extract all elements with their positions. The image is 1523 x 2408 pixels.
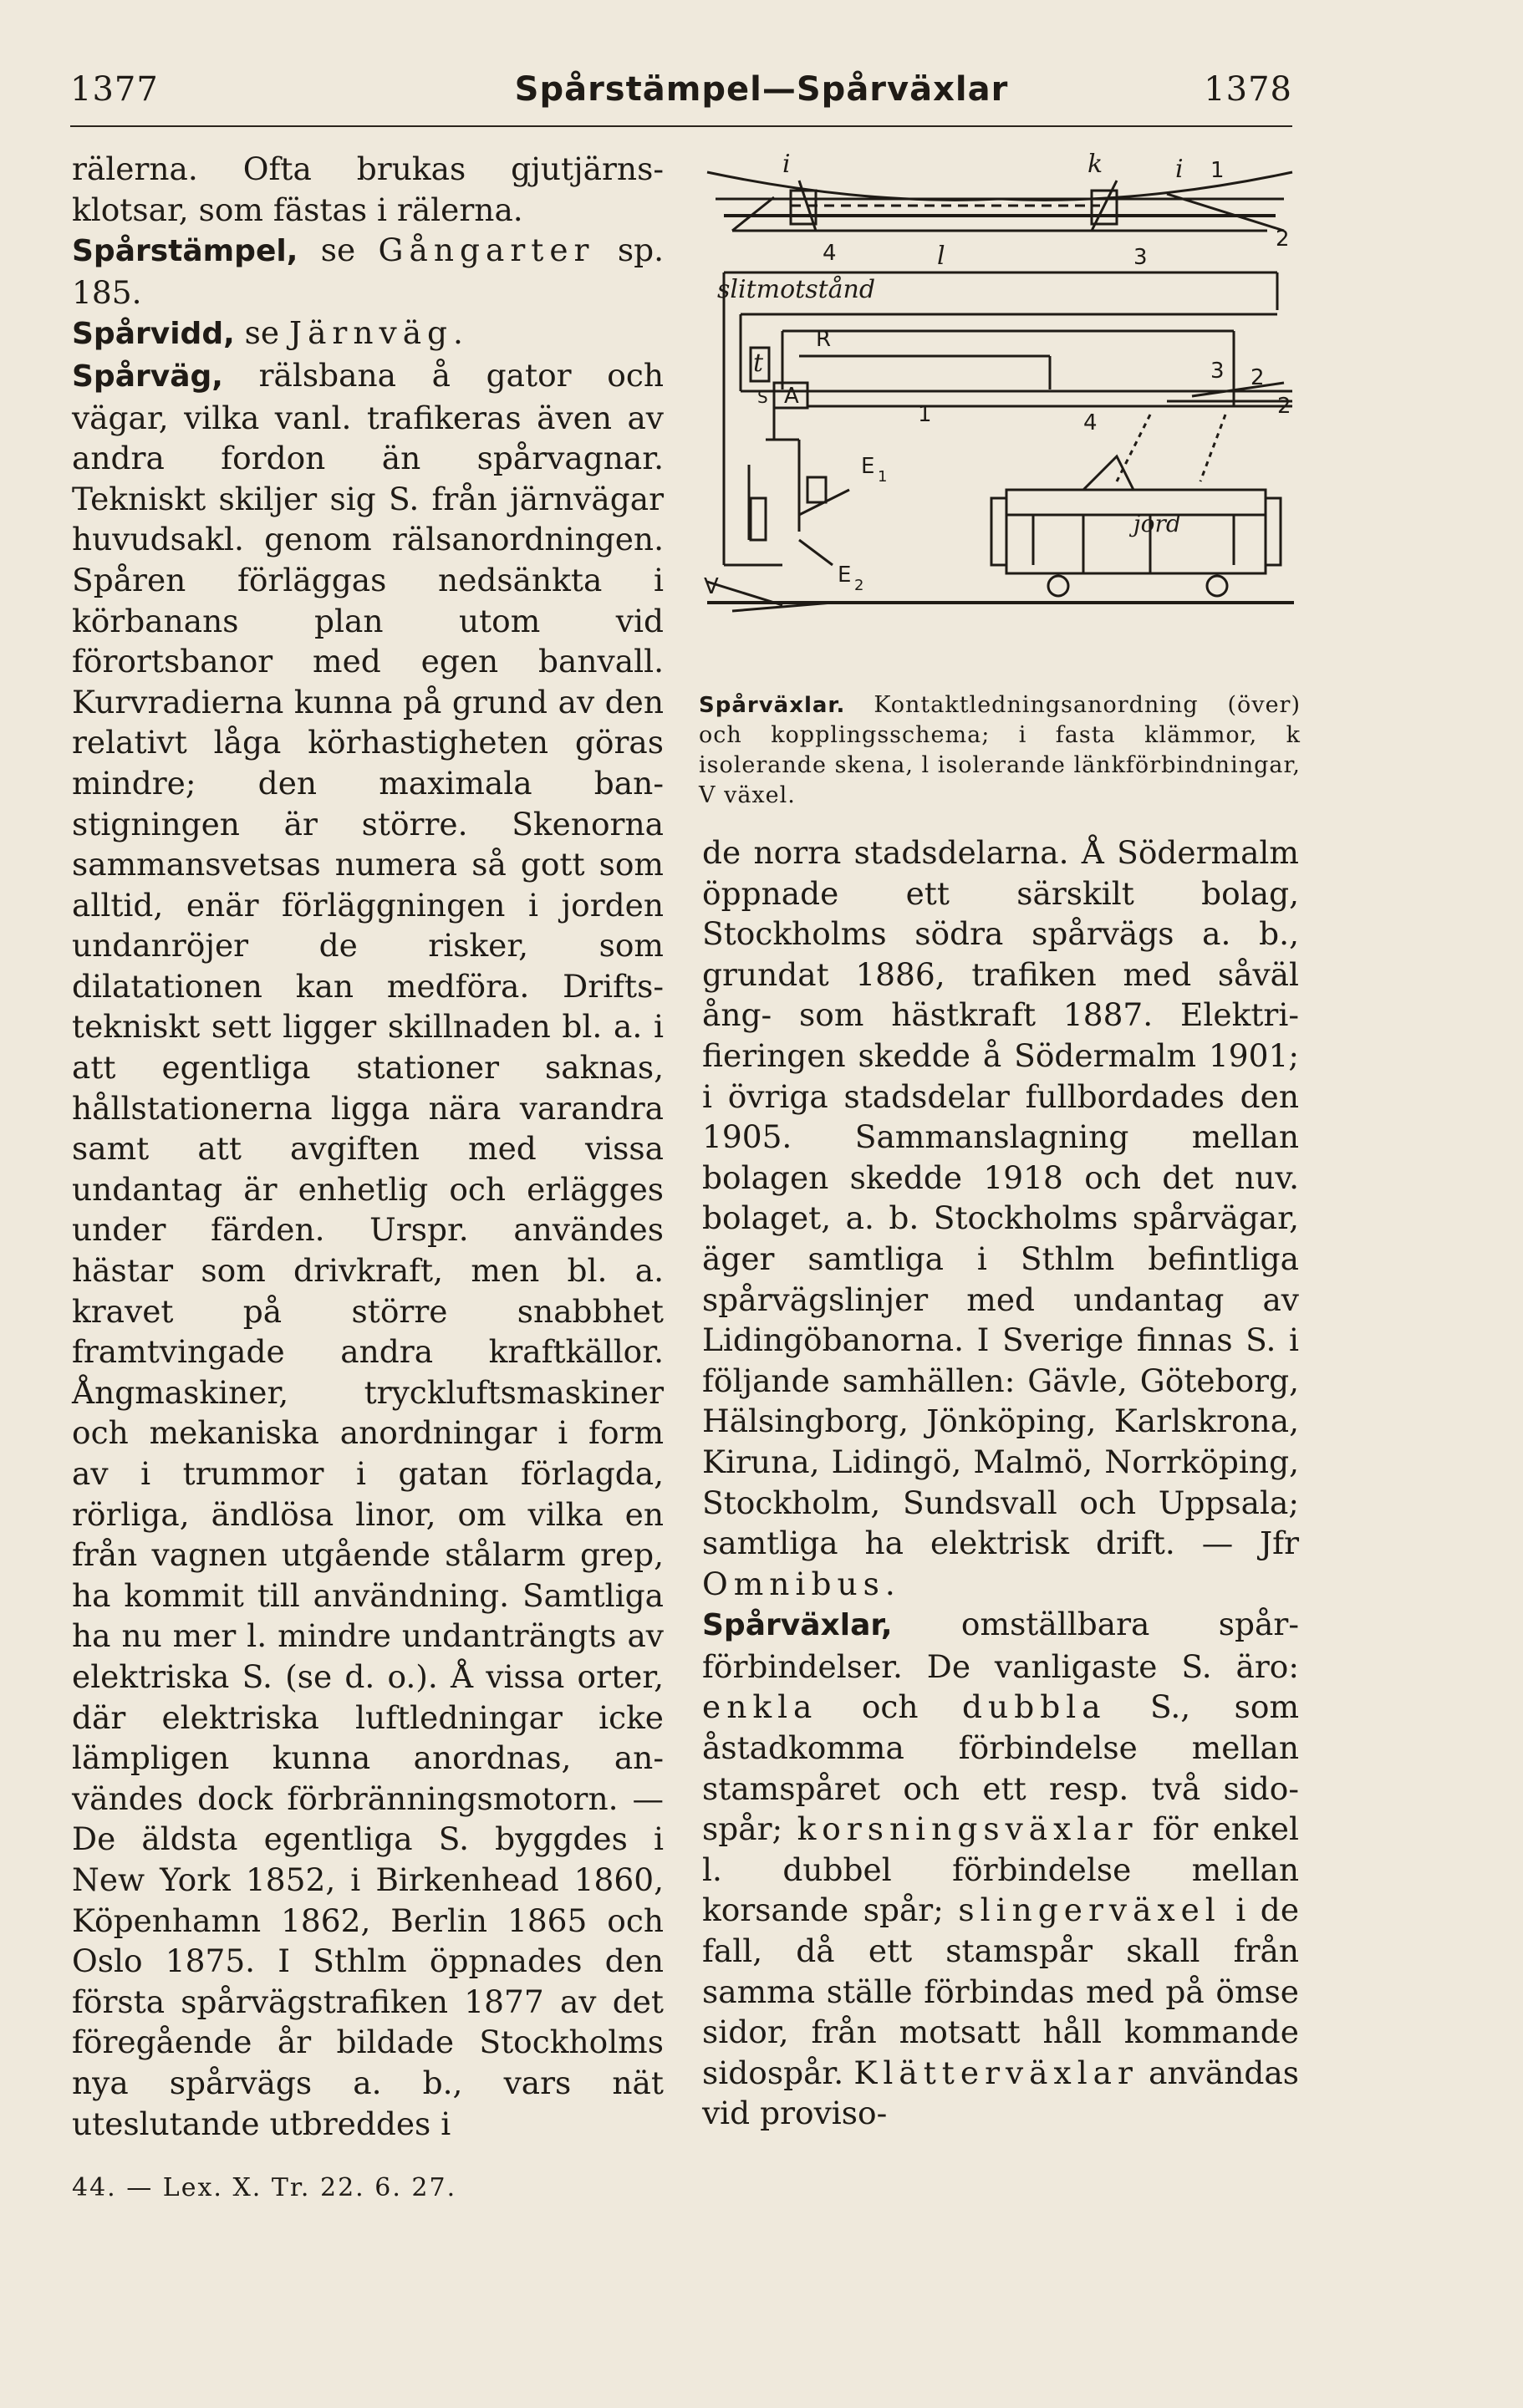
label-E2-sub: 2 [854,577,864,594]
label-2-top: 2 [1276,227,1290,252]
print-footer: 44. — Lex. X. Tr. 22. 6. 27. [72,2173,457,2202]
entry-sparvag [72,355,664,2144]
entry-text: i de fall, då ett stamspår skall från samma ställe förbindas med på ömse sidor, från motsatt håll kommande sidospår. [702,1891,1300,2091]
left-column [72,149,664,2144]
figure-caption [699,690,1301,811]
right-column [702,832,1299,2134]
left-page-number: 1377 [70,70,159,109]
label-E2: E [838,563,852,588]
entry-term: Spårväg, [72,359,223,394]
right-page-number: 1378 [1204,70,1292,109]
label-2-mid: 2 [1250,365,1265,390]
wiring-diagram-figure [699,147,1301,682]
label-E1-sub: 1 [878,468,888,486]
entry-text: användas vid proviso- [702,2054,1299,2132]
cross-reference: Gångarter [378,232,595,269]
entry-text: för enkel l. dubbel förbindelse mellan korsande spår; [702,1810,1299,1929]
label-4-mid: 4 [1083,410,1098,435]
entry-sparvidd [72,313,664,355]
cross-reference: Omnibus. [702,1565,901,1602]
entry-text: S., som åstadkomma förbindelse mellan stamspåret och ett resp. två sidospår; [702,1688,1299,1848]
label-R: R [816,327,832,352]
label-4-top: 4 [823,241,837,266]
paragraph-continuation: rälerna. Ofta brukas gjutjärnsklotsar, som fästas i rälerna. [72,150,664,228]
label-k: k [1087,150,1103,179]
label-A: A [784,384,799,409]
label-2-mid-b: 2 [1277,394,1291,419]
label-l-top: l [937,242,945,271]
label-3-mid: 3 [1210,359,1225,384]
entry-term: Spårvidd, [72,317,235,352]
entry-text: sp. 185. [72,232,665,311]
entry-text: se [234,314,290,352]
header-rule [70,125,1292,127]
label-t: t [753,349,764,378]
entry-term: Spårstämpel, [72,234,298,269]
wiring-diagram [699,147,1301,682]
caption-body: Kontaktledningsanordning (över) och kopplingsschema; i fasta klämmor, k isolerande skena, l isolerande länkförbindningar, V växel. [699,692,1301,808]
spaced-term: Klätterväxlar [853,2054,1138,2091]
label-V: V [704,574,719,599]
entry-text: omställbara spårförbindelser. De vanligaste S. äro: [702,1606,1299,1685]
label-slitmotstand: slitmotstånd [717,275,876,304]
caption-title: Spårväxlar. [699,693,846,718]
paragraph-text: de norra stadsdelarna. Å Södermalm öppnade ett särskilt bolag, Stockholms södra spårvägs a. b., grundat 1886, trafiken med såväl ång- som hästkraft 1887. Elektrifieringen skedde å Södermalm 1901; i övriga stadsdelar fullbordades den 1905. Sammanslagning mellan bolagen skedde 1918 och det nuv. bolaget, a. b. Stockholms spårvägar, äger samtliga i Sthlm befintliga spårvägslinjer med undantag av Lidingöbanorna. I Sverige finnas S. i följande samhällen: Gävle, Göteborg, Hälsingborg, Jönköping, Karlskrona, Kiruna, Lidingö, Malmö, Norrköping, Stockholm, Sundsvall och Uppsala; samtliga ha elektrisk drift. — Jfr [702,834,1299,1562]
entry-text: och [818,1688,963,1726]
label-1-top: 1 [1210,158,1225,183]
entry-sparstampel [72,230,664,313]
cross-reference: Järnväg. [289,314,469,352]
label-1-mid: 1 [918,402,932,427]
label-S: S [757,387,768,407]
page-title: Spårstämpel—Spårväxlar [514,70,1009,109]
spaced-term: enkla [702,1688,818,1726]
label-E1: E [861,454,875,479]
label-i-right: i [1175,155,1184,184]
label-i-left: i [782,150,791,179]
spaced-term: dubbla [962,1688,1107,1726]
entry-text: rälsbana å gator och vägar, vilka vanl. trafikeras även av andra fordon än spårvagnar. Tekniskt skiljer sig S. från järnvägar huvudsakl. genom rälsanordningen. Spåren förläggas nedsänkta i körbanans plan utom vid förortsbanor med egen banvall. Kurvradierna kunna på grund av den relativt låga körhastigheten göras mindre; den maximala banstigningen är större. Skenorna sammansvetsas numera så gott som alltid, enär förläggningen i jorden undanröjer de risker, som dilatationen kan medföra. Driftstekniskt sett ligger skillnaden bl. a. i att egentliga stationer saknas, hållstationerna ligga nära varandra samt att avgiften med vissa undantag är enhetlig och erlägges under färden. Urspr. användes hästar som drivkraft, men bl. a. kravet på större snabbhet framtvingade andra kraftkällor. Ångmaskiner, tryckluftsmaskiner och mekaniska anordningar i form av i trummor i gatan förlagda, rörliga, ändlösa linor, om vilka en från vagnen utgående stålarm grep, ha kommit till användning. Samtliga ha nu mer l. mindre undanträngts av elektriska S. (se d. o.). Å vissa orter, där elektriska luftledningar icke lämpligen kunna anordnas, användes dock förbränningsmotorn. — De äldsta egentliga S. byggdes i New York 1852, i Birkenhead 1860, Köpenhamn 1862, Berlin 1865 och Oslo 1875. I Sthlm öppnades den första spårvägstrafiken 1877 av det föregående år bildade Stockholms nya spårvägs a. b., vars nät uteslutande utbreddes i [72,356,664,2142]
entry-term: Spårväxlar, [702,1608,893,1643]
label-3-top: 3 [1133,245,1148,270]
spaced-term: slingerväxel [958,1891,1221,1929]
entry-text: se [298,232,379,269]
entry-sparvaxlar [702,1604,1299,2134]
spaced-term: korsningsväxlar [797,1810,1138,1848]
label-jord: jord [1133,510,1181,537]
paragraph-continuation [702,832,1299,1604]
